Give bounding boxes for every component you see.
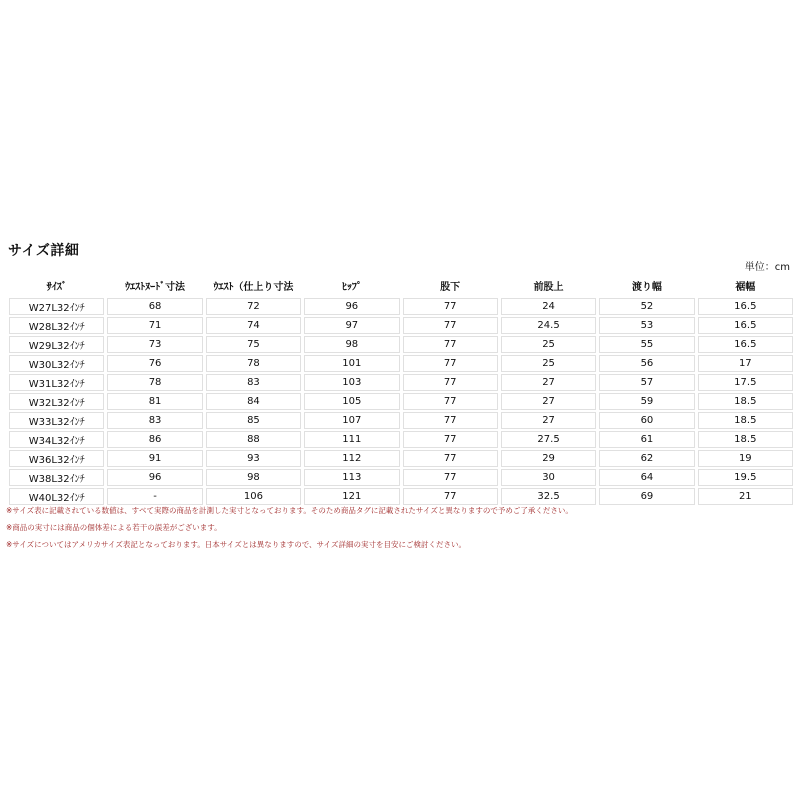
- table-cell: 88: [206, 431, 301, 448]
- table-cell: 77: [403, 374, 498, 391]
- table-cell: 78: [206, 355, 301, 372]
- table-cell: 71: [107, 317, 202, 334]
- table-row: [9, 374, 793, 391]
- table-row: [9, 336, 793, 353]
- table-cell: W27L32ｲﾝﾁ: [9, 298, 104, 315]
- table-cell: 24: [501, 298, 596, 315]
- header-waist-finished: ｳｴｽﾄ（仕上り寸法: [213, 281, 294, 293]
- table-cell: 85: [206, 412, 301, 429]
- table-cell: 25: [501, 336, 596, 353]
- table-cell: 77: [403, 355, 498, 372]
- table-cell: 77: [403, 336, 498, 353]
- header-front-rise: 前股上: [533, 281, 564, 293]
- table-cell: 103: [304, 374, 399, 391]
- table-row: [9, 431, 793, 448]
- table-cell: 53: [599, 317, 694, 334]
- table-cell: 17.5: [698, 374, 793, 391]
- table-cell: 97: [304, 317, 399, 334]
- header-size: ｻｲｽﾞ: [46, 281, 67, 293]
- table-cell: 19: [698, 450, 793, 467]
- table-cell: 93: [206, 450, 301, 467]
- table-cell: 60: [599, 412, 694, 429]
- table-cell: 98: [304, 336, 399, 353]
- table-cell: 77: [403, 431, 498, 448]
- notes: [6, 506, 796, 557]
- table-cell: 18.5: [698, 393, 793, 410]
- table-cell: 77: [403, 412, 498, 429]
- header-thigh-width: 渡り幅: [631, 281, 662, 293]
- table-cell: 19.5: [698, 469, 793, 486]
- table-cell: 84: [206, 393, 301, 410]
- table-cell: 64: [599, 469, 694, 486]
- table-cell: 24.5: [501, 317, 596, 334]
- table-cell: W31L32ｲﾝﾁ: [9, 374, 104, 391]
- table-cell: 17: [698, 355, 793, 372]
- table-cell: W32L32ｲﾝﾁ: [9, 393, 104, 410]
- table-row: [9, 450, 793, 467]
- table-cell: W38L32ｲﾝﾁ: [9, 469, 104, 486]
- header-row: [9, 274, 793, 296]
- table-body: [9, 298, 793, 505]
- table-cell: 59: [599, 393, 694, 410]
- table-cell: 55: [599, 336, 694, 353]
- table-cell: W33L32ｲﾝﾁ: [9, 412, 104, 429]
- note-item: ※サイズについてはアメリカサイズ表記となっております。日本サイズとは異なりますので、サイズ詳細の実寸を目安にご検討ください。: [6, 540, 466, 549]
- table-cell: 121: [304, 488, 399, 505]
- table-cell: W34L32ｲﾝﾁ: [9, 431, 104, 448]
- table-cell: 27.5: [501, 431, 596, 448]
- table-cell: 96: [304, 298, 399, 315]
- table-cell: 91: [107, 450, 202, 467]
- unit-label: 単位：cm: [744, 262, 790, 273]
- table-cell: 29: [501, 450, 596, 467]
- table-cell: 18.5: [698, 431, 793, 448]
- table-row: [9, 393, 793, 410]
- table-cell: 83: [107, 412, 202, 429]
- table-cell: 83: [206, 374, 301, 391]
- table-cell: 74: [206, 317, 301, 334]
- table-cell: 27: [501, 374, 596, 391]
- table-cell: 98: [206, 469, 301, 486]
- table-cell: 32.5: [501, 488, 596, 505]
- table-cell: 78: [107, 374, 202, 391]
- table-cell: 77: [403, 450, 498, 467]
- table-cell: 77: [403, 469, 498, 486]
- table-row: [9, 317, 793, 334]
- table-cell: W40L32ｲﾝﾁ: [9, 488, 104, 505]
- page-title: サイズ詳細: [8, 243, 80, 259]
- table-cell: 16.5: [698, 298, 793, 315]
- table-cell: 21: [698, 488, 793, 505]
- table-cell: 52: [599, 298, 694, 315]
- table-cell: 27: [501, 412, 596, 429]
- table-cell: 111: [304, 431, 399, 448]
- size-table: [6, 272, 796, 507]
- table-cell: 16.5: [698, 336, 793, 353]
- table-cell: 76: [107, 355, 202, 372]
- table-cell: 57: [599, 374, 694, 391]
- table-cell: 72: [206, 298, 301, 315]
- table-cell: 75: [206, 336, 301, 353]
- table-cell: 68: [107, 298, 202, 315]
- table-row: [9, 412, 793, 429]
- header-waist-nude: ｳｴｽﾄﾇｰﾄﾞ寸法: [125, 281, 186, 293]
- table-cell: W30L32ｲﾝﾁ: [9, 355, 104, 372]
- table-cell: 77: [403, 317, 498, 334]
- table-cell: 25: [501, 355, 596, 372]
- table-cell: 69: [599, 488, 694, 505]
- table-cell: 77: [403, 488, 498, 505]
- table-cell: 73: [107, 336, 202, 353]
- header-inseam: 股下: [440, 281, 461, 293]
- table-row: [9, 488, 793, 505]
- table-cell: 86: [107, 431, 202, 448]
- table-cell: 77: [403, 393, 498, 410]
- note-item: ※商品の実寸には商品の個体差による若干の誤差がございます。: [6, 523, 222, 532]
- table-cell: 77: [403, 298, 498, 315]
- table-row: [9, 355, 793, 372]
- table-cell: 112: [304, 450, 399, 467]
- table-cell: W28L32ｲﾝﾁ: [9, 317, 104, 334]
- table-cell: 106: [206, 488, 301, 505]
- table-cell: 101: [304, 355, 399, 372]
- table-row: [9, 298, 793, 315]
- table-cell: 27: [501, 393, 596, 410]
- table-cell: 16.5: [698, 317, 793, 334]
- table-cell: 81: [107, 393, 202, 410]
- table-cell: 107: [304, 412, 399, 429]
- table-cell: 113: [304, 469, 399, 486]
- table-cell: 18.5: [698, 412, 793, 429]
- table-cell: 105: [304, 393, 399, 410]
- header-hip: ﾋｯﾌﾟ: [341, 281, 362, 293]
- table-cell: -: [107, 488, 202, 505]
- table-row: [9, 469, 793, 486]
- note-item: ※サイズ表に記載されている数値は、すべて実際の商品を計測した実寸となっております。そのため商品タグに記載されたサイズと異なりますので予めご了承ください。: [6, 506, 573, 515]
- header-hem-width: 裾幅: [735, 281, 756, 293]
- table-cell: W36L32ｲﾝﾁ: [9, 450, 104, 467]
- table-cell: 96: [107, 469, 202, 486]
- table-cell: W29L32ｲﾝﾁ: [9, 336, 104, 353]
- table-cell: 56: [599, 355, 694, 372]
- table-cell: 62: [599, 450, 694, 467]
- table-cell: 61: [599, 431, 694, 448]
- table-cell: 30: [501, 469, 596, 486]
